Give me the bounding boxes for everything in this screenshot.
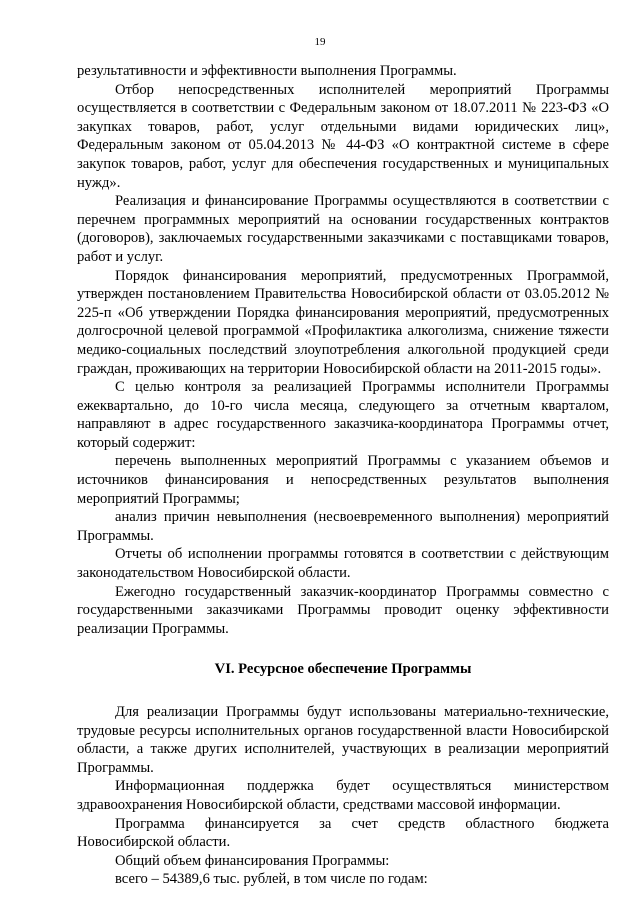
page-number: 19 (314, 36, 326, 48)
paragraph: всего – 54389,6 тыс. рублей, в том числе по годам: (115, 871, 428, 888)
section-vi-body (77, 703, 609, 889)
paragraph: Порядок финансирования мероприятий, предусмотренных Программой, утвержден постановлением Правительства Новосибирской области от 03.05.2012 № 225-п «Об утверждении Порядка финансирования мероприятий, предусмотренных долгосрочной целевой программой «Профилактика алкоголизма, снижение тяжести медико-социальных последствий злоупотребления алкогольной продукцией среди граждан, проживающих на территории Новосибирской области на 2011-2015 годы». (77, 267, 609, 377)
section-title: VI. Ресурсное обеспечение Программы (214, 661, 472, 678)
paragraph: Общий объем финансирования Программы: (115, 852, 390, 869)
paragraph: Отчеты об исполнении программы готовятся в соответствии с действующим законодательством Новосибирской области. (77, 546, 609, 582)
section-v-continuation (77, 62, 609, 638)
paragraph: результативности и эффективности выполнения Программы. (77, 63, 457, 79)
document-body (77, 62, 609, 889)
paragraph: перечень выполненных мероприятий Программы с указанием объемов и источников финансирования и непосредственных результатов выполнения мероприятий Программы; (77, 453, 609, 507)
paragraph: Программа финансируется за счет средств областного бюджета Новосибирской области. (77, 815, 609, 851)
paragraph: Для реализации Программы будут использованы материально-технические, трудовые ресурсы исполнительных органов государственной власти Новосибирской области, а также других исполнителей, участвующих в реализации мероприятий Программы. (77, 704, 609, 776)
paragraph: Отбор непосредственных исполнителей мероприятий Программы осуществляется в соответствии с Федеральным законом от 18.07.2011 № 223-ФЗ «О закупках товаров, работ, услуг отдельными видами юридических лиц», Федеральным законом от 05.04.2013 № 44-ФЗ «О контрактной системе в сфере закупок товаров, работ, услуг для обеспечения государственных и муниципальных нужд». (77, 81, 609, 191)
paragraph: Реализация и финансирование Программы осуществляются в соответствии с перечнем программных мероприятий на основании государственных контрактов (договоров), заключаемых государственными заказчиками с поставщиками товаров, работ и услуг. (77, 193, 609, 265)
paragraph: Информационная поддержка будет осуществляться министерством здравоохранения Новосибирской области, средствами массовой информации. (77, 778, 609, 813)
paragraph: С целью контроля за реализацией Программы исполнители Программы ежеквартально, до 10-го числа месяца, следующего за отчетным кварталом, направляют в адрес государственного заказчика-координатора Программы отчет, который содержит: (77, 379, 609, 451)
paragraph: анализ причин невыполнения (несвоевременного выполнения) мероприятий Программы. (77, 509, 609, 544)
paragraph: Ежегодно государственный заказчик-координатор Программы совместно с государственными заказчиками Программы проводит оценку эффективности реализации Программы. (77, 583, 609, 637)
